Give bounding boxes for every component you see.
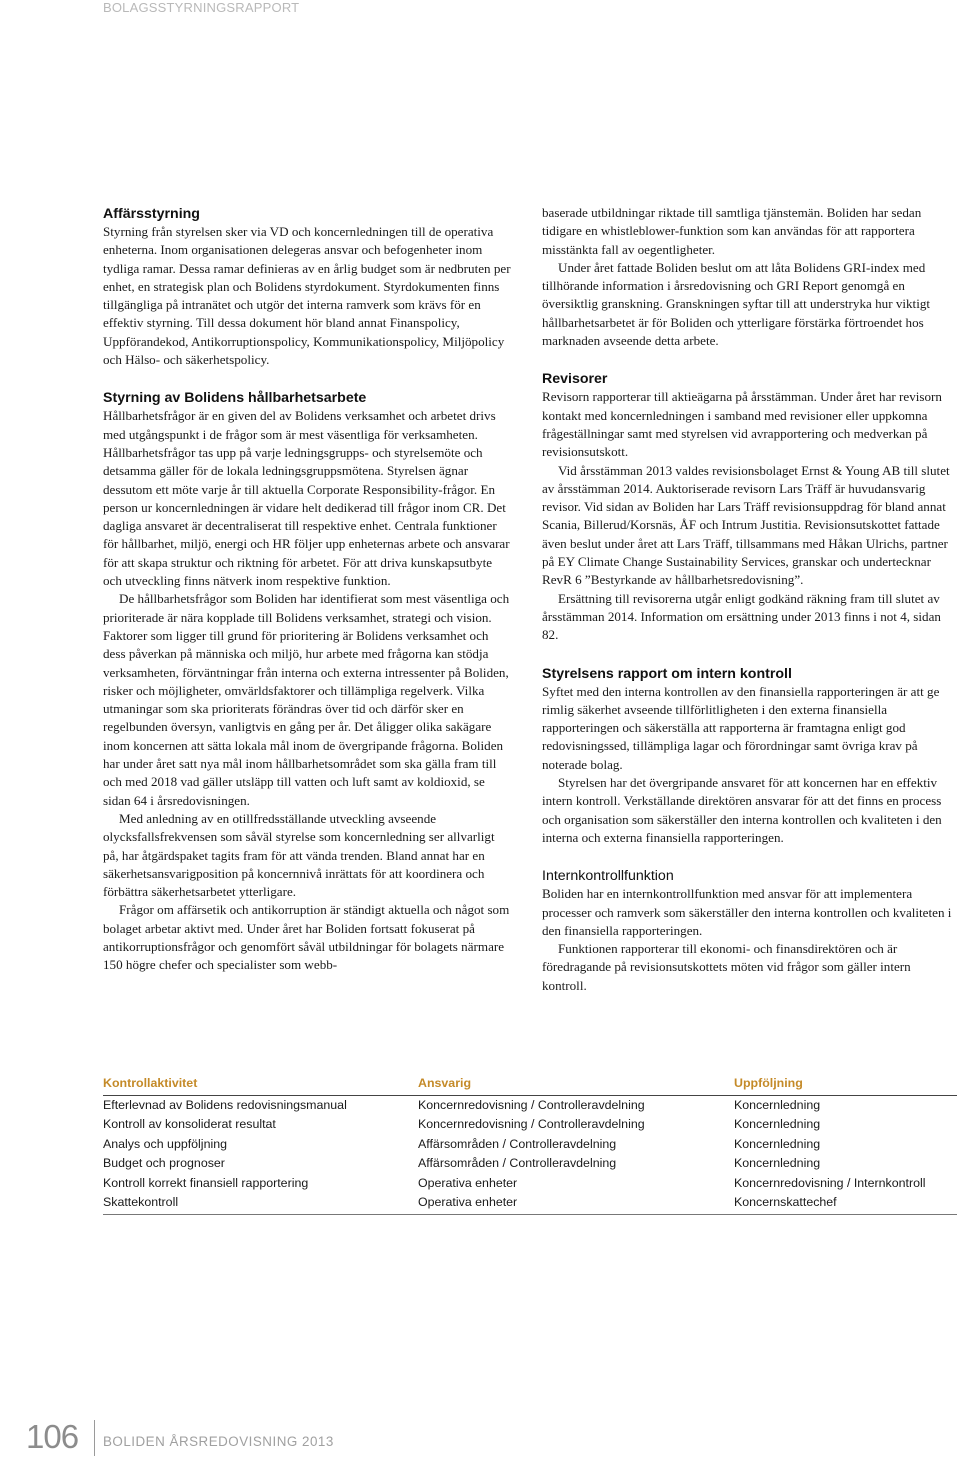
table-cell: Koncernredovisning / Controlleravdelning: [418, 1098, 645, 1112]
paragraph: Med anledning av en otillfredsställande utveckling avseende olycksfallsfrekvensen som såväl styrelse som koncernledning ser allvarligt på, har åtgärdspaket tagits fram för att vända trenden. Bland annat har en säkerhetsansvarigposition på koncernnivå inrättats för att koordinera och förbättra säkerhetsarbetet ytterligare.: [103, 810, 495, 900]
table-cell: Koncernredovisning / Internkontroll: [734, 1175, 926, 1190]
control-table: [103, 1074, 957, 1215]
table-cell: Koncernskattechef: [734, 1193, 957, 1215]
paragraph: Hållbarhetsfrågor är en given del av Bolidens verksamhet och arbetet drivs med utgångspunkt i de frågor som är mest väsentliga för verksamheten. Hållbarhetsfrågor tas upp på varje ledningsgrupps- och styrelsemöte och detsamma gäller för de lokala ledningsgruppsmötena. Styrelsen ägnar dessutom ett möte varje år till aktuella Corporate Responsibility-frågor. En person ur koncernledningen är vidare helt dedikerad till frågor inom CR. Det dagliga ansvaret är decentraliserat till respektive enhet. Centrala funktioner för hållbarhet, miljö, energi och HR följer upp enheternas arbete och ansvarar för att skapa struktur och riktning för arbetet. För att driva kunskapsutbyte och utveckling finns nätverk inom respektive funktion.: [103, 408, 510, 589]
left-column: [103, 205, 513, 975]
paragraph: Styrelsen har det övergripande ansvaret för att koncernen har en effektiv intern kontroll. Verkställande direktören ansvarar för att det finns en process och organisation som säkerställer den interna kontrollen och kvaliteten i den interna och externa finansiella rapporteringen.: [542, 775, 942, 845]
table-row: [103, 1193, 957, 1215]
paragraph: Revisorn rapporterar till aktieägarna på årsstämman. Under året har revisorn kontakt med koncernledningen i samband med revisioner eller uppkomna frågeställningar samt med styrelsen vid avrapportering och medverkan på revisionsutskott.: [542, 389, 942, 460]
table-row: [103, 1096, 957, 1116]
heading-affarsstyrning: Affärsstyrning: [103, 206, 200, 222]
heading-internkontrollfunktion: Internkontrollfunktion: [542, 868, 674, 885]
section-internkontrollfunktion: [542, 867, 957, 995]
paragraph: Styrning från styrelsen sker via VD och koncernledningen till de operativa enheterna. Inom organisationen delegeras ansvar och befogenheter inom tydliga ramar. Dessa ramar definieras av en årlig budget som är nedbruten per enhet, en strategisk plan och Bolidens styrdokument. Styrdokumenten finns tillgängliga på intranätet och utgör det interna ramverk som krävs för en effektiv styrning. Till dessa dokument hör bland annat Finanspolicy, Uppförandekod, Antikorruptionspolicy, Kommunikationspolicy, Miljöpolicy och Hälso- och säkerhetspolicy.: [103, 224, 511, 368]
section-affarsstyrning: [103, 205, 513, 369]
paragraph: Vid årsstämman 2013 valdes revisionsbolaget Ernst & Young AB till slutet av årsstämman 2014. Auktoriserade revisorn Lars Träff är huvudansvarig revisor. Vid sidan av Boliden har Lars Träff revisionsuppdrag för bland annat Scania, Billerud/Korsnäs, ÅF och Intrum Justitia. Revisionsutskottet fattade även beslut under året att Lars Träff, tillsammans med Håkan Ulrichs, partner på EY Climate Change Sustainability Services, granskar och undertecknar RevR 6 ”Bestyrkande av hållbarhetsredovisning”.: [542, 462, 950, 588]
right-column: [542, 204, 957, 995]
table-cell: Efterlevnad av Bolidens redovisningsmanual: [103, 1098, 347, 1112]
column-header-ansvarig: Ansvarig: [418, 1074, 734, 1096]
section-intern-kontroll: [542, 665, 957, 848]
table-cell: Budget och prognoser: [103, 1156, 225, 1171]
table-row: [103, 1154, 957, 1173]
table-cell: Kontroll av konsoliderat resultat: [103, 1117, 276, 1132]
table-cell: Analys och uppföljning: [103, 1136, 227, 1151]
table-cell: Affärsområden / Controlleravdelning: [418, 1136, 617, 1151]
table-cell: Koncernledning: [734, 1156, 821, 1171]
heading-intern-kontroll: Styrelsens rapport om intern kontroll: [542, 665, 792, 682]
paragraph: Frågor om affärsetik och antikorruption är ständigt aktuella och något som bolaget arbetar aktivt med. Under året har Boliden fortsatt fokuserat på antikorruptionsfrågor och genomfört såväl utbildningar för bolagets närmare 150 högre chefer och specialister som webb-: [103, 902, 510, 973]
table-row: [103, 1174, 957, 1193]
paragraph: De hållbarhetsfrågor som Boliden har identifierat som mest väsentliga och prioriterade är nära kopplade till Bolidens verksamhet, strategi och vision. Faktorer som ligger till grund för prioritering är Bolidens verksamhet och dess påverkan på människa och miljö, hur arbete med frågorna kan stödja verksamheten, förväntningar från interna och externa intressenter på Boliden, risker och möjligheter, omvärldsfaktorer och tillämpliga regelverk. Vilka utmaningar som ska prioriterats förändras över tid och därför sker en regelbunden översyn, vanligtvis en gång per år. Det åligger olika sakägare inom koncernen att sätta lokala mål inom de övergripande frågorna. Boliden har under året satt nya mål inom hållbarhetsområdet som ska gälla fram till och med 2018 vad gäller utsläpp till vatten och luft samt av koldioxid, se sidan 64 i årsredovisningen.: [103, 591, 510, 808]
paragraph: Syftet med den interna kontrollen av den finansiella rapporteringen är att ge rimlig säkerhet avseende tillförlitligheten i den externa finansiella rapporteringen och säkerställa att rapporterna är framtagna enligt god redovisningssed, tillämpliga lagar och förordningar samt övriga krav på noterade bolag.: [542, 683, 940, 772]
section-revisorer: [542, 370, 957, 644]
column-header-kontrollaktivitet: Kontrollaktivitet: [103, 1074, 418, 1096]
paragraph: baserade utbildningar riktade till samtliga tjänstemän. Boliden har sedan tidigare en whistleblower-funktion som kan användas för att rapportera misstänkta fall av oegentligheter.: [542, 205, 922, 257]
table-cell: Koncernledning: [734, 1098, 821, 1112]
publication-name: BOLIDEN ÅRSREDOVISNING 2013: [103, 1434, 334, 1449]
table-cell: Kontroll korrekt finansiell rapportering: [103, 1175, 309, 1190]
table-cell: Operativa enheter: [418, 1193, 734, 1215]
table-cell: Operativa enheter: [418, 1175, 518, 1190]
table-row: [103, 1115, 957, 1134]
page-number: 106: [26, 1418, 79, 1455]
footer-divider: [94, 1420, 95, 1456]
table-cell: Affärsområden / Controlleravdelning: [418, 1156, 617, 1171]
table-header-row: [103, 1074, 957, 1096]
table-row: [103, 1135, 957, 1154]
control-table-container: [103, 1074, 957, 1215]
table-cell: Koncernredovisning / Controlleravdelning: [418, 1117, 645, 1132]
table-cell: Koncernledning: [734, 1136, 821, 1151]
paragraph: Boliden har en internkontrollfunktion med ansvar för att implementera processer och ramverk som säkerställer den interna kontrollen och kvaliteten i den finansiella rapporteringen.: [542, 886, 952, 938]
running-header: BOLAGSSTYRNINGSRAPPORT: [103, 0, 300, 15]
paragraph: Under året fattade Boliden beslut om att låta Bolidens GRI-index med tillhörande information i årsredovisning och GRI Report genomgå en översiktlig granskning. Granskningen syftar till att understryka hur viktigt hållbarhetsarbetet är för Boliden och ytterligare förstärka förtroendet hos marknaden avseende detta arbete.: [542, 259, 931, 349]
paragraph: Ersättning till revisorerna utgår enligt godkänd räkning fram till slutet av årsstämman 2014. Information om ersättning under 2013 finns i not 4, sidan 82.: [542, 590, 941, 643]
paragraph: Funktionen rapporterar till ekonomi- och finansdirektören och är föredragande på revisionsutskottets möten vid frågor som gäller intern kontroll.: [542, 941, 911, 993]
section-hallbarhet: [103, 389, 513, 974]
table-cell: Koncernledning: [734, 1117, 821, 1132]
heading-hallbarhet: Styrning av Bolidens hållbarhetsarbete: [103, 390, 367, 407]
heading-revisorer: Revisorer: [542, 371, 608, 388]
column-header-uppfoljning: Uppföljning: [734, 1074, 957, 1096]
table-cell: Skattekontroll: [103, 1193, 418, 1215]
